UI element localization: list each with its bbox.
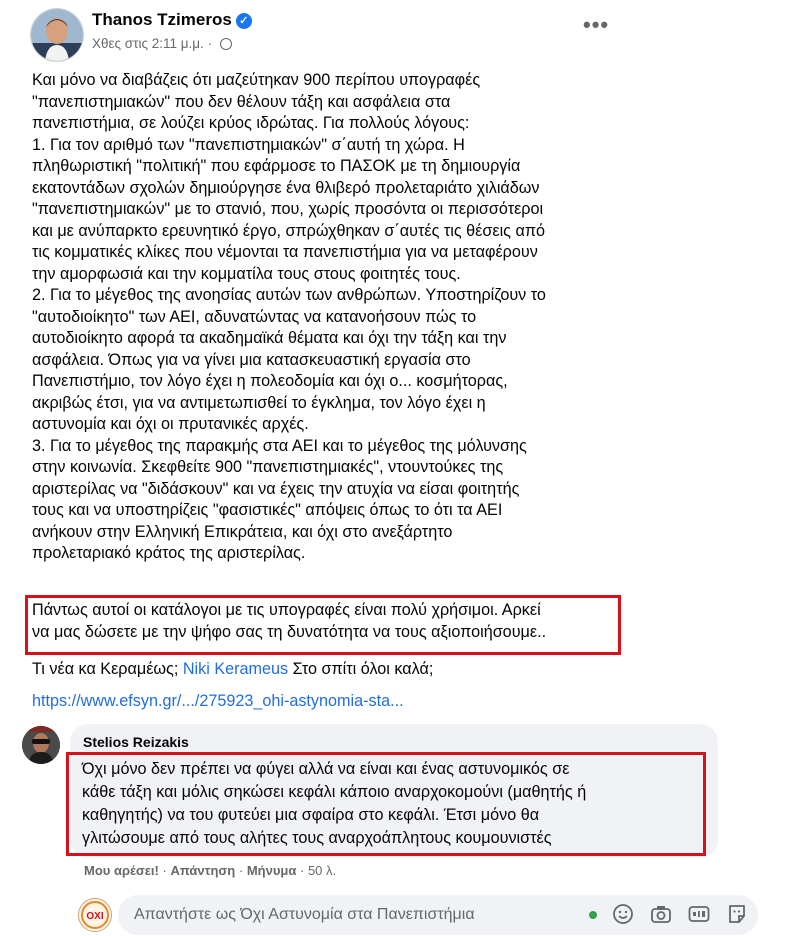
post-body-line: τις κομματικές κλίκες που νέμονται τα πανεπιστήμια για να μεταφέρουν [32,243,538,261]
comment-line: Όχι μόνο δεν πρέπει να φύγει αλλά να είναι και ένας αστυνομικός σε [82,760,570,778]
post-closing-line [32,660,433,679]
globe-icon[interactable] [220,38,232,50]
post-body-line: "πανεπιστημιακών" που δεν θέλουν τάξη και ασφάλεια στα [32,92,451,111]
action-separator: · [299,863,305,878]
comment-line: κάθε τάξη και μόλις σηκώσει κεφάλι κάποιο αναρχοκομούνι (μαθητής ή [82,783,587,801]
post-body-line: ανήκουν στην Ελληνική Επικράτεια, και όχι στο ανεξάρτητο [32,522,453,541]
commenter-name[interactable]: Stelios Reizakis [83,734,189,750]
post-body-line: τους και να υποστηρίζεις "φασιστικές" απόψεις όπως το ότι τα ΑΕΙ [32,501,503,519]
post-body-line: πανεπιστήμια, σε λούζει κρύος ιδρώτας. Για πολλούς λόγους: [32,114,470,132]
comment-text [82,758,586,850]
emoji-icon[interactable] [612,903,634,925]
post-body-line: 1. Για τον αριθμό των "πανεπιστημιακών" σ΄αυτή τη χώρα. Η [32,135,465,154]
gif-icon[interactable] [688,903,710,925]
post-body-line: αυτοδιοίκητο αφορά τα ακαδημαϊκά θέματα και όχι την τάξη και την [32,329,507,347]
article-link[interactable]: https://www.efsyn.gr/.../275923_ohi-astynomia-sta... [32,692,404,710]
post-body [32,70,632,565]
action-separator: · [238,863,244,878]
closing-suffix: Στο σπίτι όλοι καλά; [292,660,434,678]
comment-age[interactable]: 50 λ. [307,863,337,878]
page-avatar-text: ΟΧΙ [86,911,104,922]
post-time[interactable]: Χθες στις 2:11 μ.μ. [92,36,204,51]
mention-link[interactable]: Niki Kerameus [182,660,289,678]
post-author[interactable] [92,10,252,30]
message-button[interactable]: Μήνυμα [246,863,297,878]
post-body-line: "αυτοδιοίκητο" των ΑΕΙ, αδυνατώντας να κατανοήσουν πώς το [32,307,477,326]
post-meta [92,36,232,51]
like-button[interactable]: Μου αρέσει! [84,863,159,878]
post-body-line: Και μόνο να διαβάζεις ότι μαζεύτηκαν 900 περίπου υπογραφές [32,71,481,89]
post-body-line: αστυνομία και όχι οι πρυτανικές αρχές. [32,415,309,433]
post-body-line: στην κοινωνία. Σκεφθείτε 900 "πανεπιστημιακές", ντουντούκες της [32,458,504,476]
author-avatar[interactable] [30,8,84,62]
post-body-line: και με ανύπαρκτο ερευνητικό έργο, σπρώχθηκαν σ΄αυτές τις θέσεις από [32,221,546,240]
post-body-line: "πανεπιστημιακών" με το στανιό, που, χωρίς προσόντα οι περισσότεροι [32,200,544,218]
meta-separator: · [207,36,213,51]
post-body-line: πληθωριστική "πολιτική" που εφάρμοσε το ΠΑΣΟΚ με τη δημιουργία [32,157,521,175]
sticker-icon[interactable] [726,903,748,925]
online-status-dot [589,911,597,919]
post-body-line: ασφάλεια. Όπως για να γίνει μια κατασκευαστική εργασία στο [32,350,471,369]
post-body-line: Πανεπιστήμιο, τον λόγο έχει η πολεοδομία και όχι ο... κοσμήτορας, [32,372,508,390]
post-body-line: ακριβώς έτσι, για να αντιμετωπισθεί το έγκλημα, τον λόγο έχει η [32,393,486,412]
post-body-line: 2. Για το μέγεθος της ανοησίας αυτών των ανθρώπων. Υποστηρίζουν το [32,286,546,304]
post-body-line: να μας δώσετε με την ψήφο σας τη δυνατότητα να τους αξιοποιήσουμε.. [32,622,547,641]
post-body-line: προλεταριακό κράτος της αριστερίλας. [32,544,306,562]
more-options-icon[interactable]: ••• [583,12,610,37]
post-body-line: την αμορφωσιά και την κομματίλα τους στους φοιτητές τους. [32,264,461,283]
closing-prefix: Τι νέα κα Κεραμέως; [32,660,179,678]
comment-line: καθηγητής) να του φυτεύει μια σφαίρα στο κεφάλι. Έτσι μόνο θα [82,806,540,824]
commenter-avatar[interactable] [22,726,60,764]
action-separator: · [162,863,167,878]
highlighted-text [32,600,546,643]
reply-input[interactable] [134,903,574,927]
author-name[interactable]: Thanos Tzimeros [92,10,232,29]
post-body-line: 3. Για το μέγεθος της παρακμής στα ΑΕΙ και το μέγεθος της μόλυνσης [32,436,527,455]
camera-icon[interactable] [650,903,672,925]
reply-button[interactable]: Απάντηση [170,863,236,878]
comment-actions [84,863,336,878]
post-body-line: αριστερίλας να "διδάσκουν" και να έχεις την ατυχία να είσαι φοιτητής [32,479,520,498]
page-avatar[interactable] [78,898,112,932]
post-body-line: Πάντως αυτοί οι κατάλογοι με τις υπογραφές είναι πολύ χρήσιμοι. Αρκεί [32,601,541,619]
post-body-line: εκατοντάδων σχολών δημιούργησε ένα θλιβερό προλεταριάτο χιλιάδων [32,178,540,197]
verified-badge-icon: ✓ [236,13,252,29]
comment-line: γλιτώσουμε από τους αλήτες τους αναρχοάπλητους κουμουνιστές [82,829,552,847]
